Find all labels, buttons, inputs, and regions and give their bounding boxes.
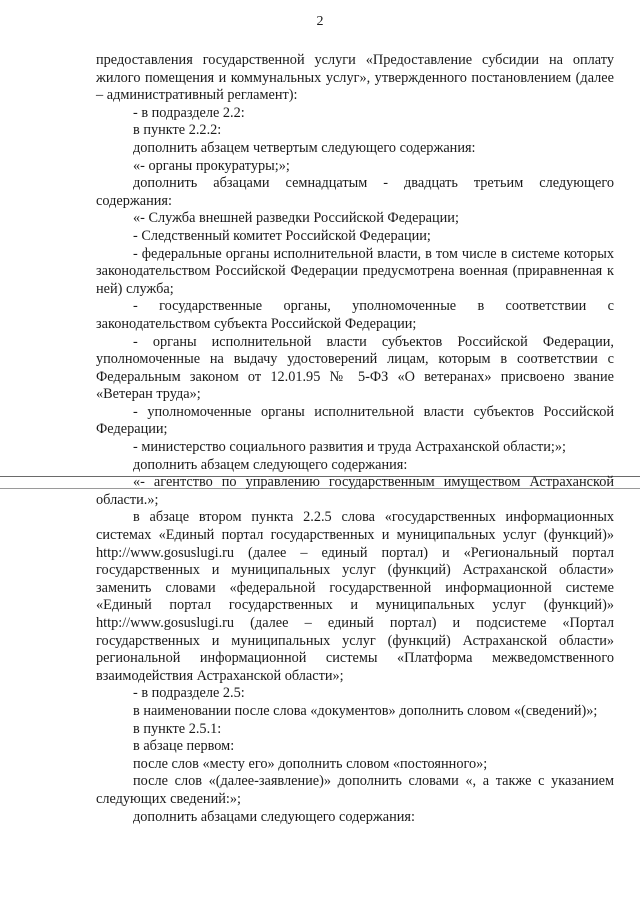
paragraph: «- Служба внешней разведки Российской Федерации; [133, 210, 459, 227]
paragraph: предоставления государственной услуги «Предоставление субсидии на оплату жилого помещения и коммунальных услуг», утвержденного постановлением (далее – административный регламент): [96, 52, 614, 104]
paragraph: дополнить абзацами семнадцатым - двадцать третьим следующего содержания: [96, 175, 614, 209]
paragraph: - уполномоченные органы исполнительной власти субъектов Российской Федерации; [96, 403, 614, 438]
paragraph: в пункте 2.5.1: [133, 720, 222, 737]
paragraph: дополнить абзацем следующего содержания: [133, 456, 408, 473]
paragraph: - министерство социального развития и труда Астраханской области;»; [133, 439, 566, 456]
paragraph: дополнить абзацами следующего содержания: [133, 808, 415, 825]
paragraph: «- органы прокуратуры;»; [133, 157, 290, 174]
document-body [96, 52, 614, 826]
paragraph: «- агентство по управлению государственным имуществом Астраханской области.»; [96, 474, 614, 508]
paragraph: в пункте 2.2.2: [133, 122, 222, 139]
paragraph: в наименовании после слова «документов» дополнить словом «(сведений)»; [133, 702, 598, 719]
paragraph: - Следственный комитет Российской Федерации; [133, 227, 431, 244]
paragraph: после слов «(далее-заявление)» дополнить словами «, а также с указанием следующих сведений:»; [96, 773, 614, 807]
paragraph: дополнить абзацем четвертым следующего содержания: [133, 139, 476, 156]
paragraph: - федеральные органы исполнительной власти, в том числе в системе которых законодательством Российской Федерации предусмотрена военная (приравненная к ней) служба; [96, 245, 614, 297]
paragraph: после слов «месту его» дополнить словом «постоянного»; [133, 755, 488, 772]
paragraph: - в подразделе 2.5: [133, 685, 245, 702]
paragraph: в абзаце первом: [133, 738, 235, 755]
page-number: 2 [316, 14, 324, 29]
paragraph: - органы исполнительной власти субъектов Российской Федерации, уполномоченные на выдачу удостоверений лицам, которым в соответствии с Федеральным законом от 12.01.95 № 5-ФЗ «О ветеранах» присвоено звание «Ветеран труда»; [96, 333, 614, 403]
paragraph: в абзаце втором пункта 2.2.5 слова «государственных информационных системах «Единый портал государственных и муниципальных услуг (функций)» http://www.gosuslugi.ru (далее – единый портал) и «Региональный портал государственных и муниципальных услуг (функций) Астраханской области» заменить словами «федеральной государственной информационной системе «Единый портал государственных и муниципальных услуг (функций)» http://www.gosuslugi.ru (далее – единый портал) и подсистеме «Портал государственных и муниципальных услуг (функций) Астраханской области» региональной информационной системы «Платформа межведомственного взаимодействия Астраханской области»; [96, 509, 614, 684]
paragraph: - в подразделе 2.2: [133, 104, 245, 121]
paragraph: - государственные органы, уполномоченные в соответствии с законодательством субъекта Российской Федерации; [96, 298, 614, 332]
